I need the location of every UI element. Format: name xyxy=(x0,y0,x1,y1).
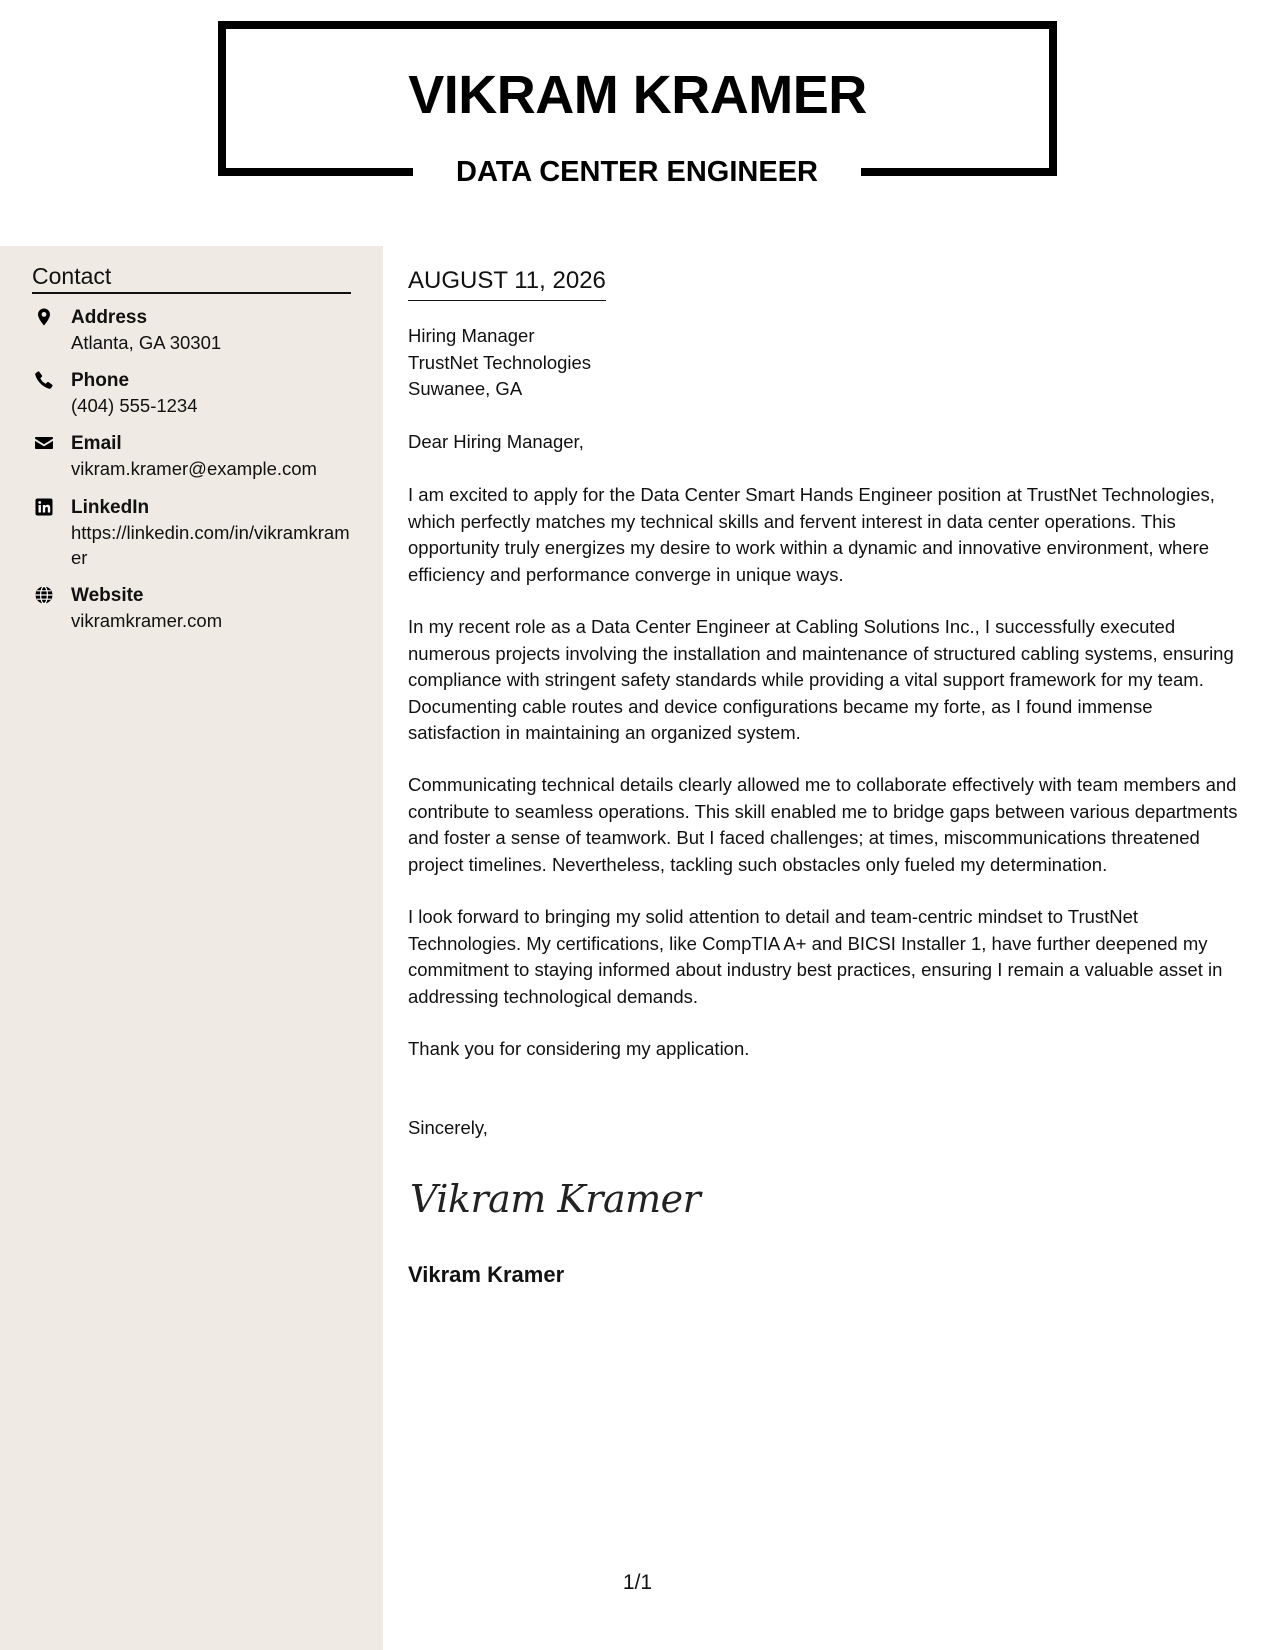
contact-value: vikramkramer.com xyxy=(71,610,223,631)
contact-value: Atlanta, GA 30301 xyxy=(71,332,222,353)
linkedin-icon xyxy=(34,497,54,517)
letter-paragraph: I am excited to apply for the Data Center Smart Hands Engineer position at TrustNet Technologies, which perfectly matches my technical skills and fervent interest in data center operations. This opportunity truly energizes my desire to work within a dynamic and innovative environment, where efficiency and performance converge in unique ways. xyxy=(408,484,1215,585)
closing: Sincerely, xyxy=(408,1117,488,1138)
handwritten-signature: Vikram Kramer xyxy=(410,1177,701,1221)
map-pin-icon xyxy=(34,307,54,327)
contact-value: https://linkedin.com/in/vikramkramer xyxy=(71,522,350,568)
recipient-location: Suwanee, GA xyxy=(408,378,523,399)
page-number: 1/1 xyxy=(622,1571,653,1594)
contact-value: vikram.kramer@example.com xyxy=(71,458,317,479)
recipient-company: TrustNet Technologies xyxy=(408,351,592,373)
phone-icon xyxy=(34,370,54,390)
envelope-icon xyxy=(34,433,54,453)
job-title: DATA CENTER ENGINEER xyxy=(413,148,861,196)
contact-label: LinkedIn xyxy=(71,497,150,518)
letter-paragraph: Communicating technical details clearly allowed me to collaborate effectively with team members and contribute to seamless operations. This skill enabled me to bridge gaps between various departments and foster a sense of teamwork. But I faced challenges; at times, miscommunications threatened project timelines. Nevertheless, tackling such obstacles only fueled my determination. xyxy=(408,774,1238,875)
letter-paragraph: Thank you for considering my application. xyxy=(408,1038,750,1059)
contact-value: (404) 555-1234 xyxy=(71,395,198,416)
letter-date: AUGUST 11, 2026 xyxy=(408,264,606,301)
contact-label: Website xyxy=(71,585,144,606)
contact-label: Phone xyxy=(71,370,130,391)
contact-label: Email xyxy=(71,433,122,454)
globe-icon xyxy=(34,585,54,605)
letter-paragraph: In my recent role as a Data Center Engineer at Cabling Solutions Inc., I successfully executed numerous projects involving the installation and maintenance of structured cabling systems, ensuring compliance with stringent safety standards while providing a vital support framework for my team. Documenting cable routes and device configurations became my forte, as I found immense satisfaction in maintaining an organized system. xyxy=(408,616,1234,743)
contact-heading: Contact xyxy=(32,262,351,294)
recipient-name: Hiring Manager xyxy=(408,325,535,346)
recipient-block xyxy=(408,323,591,403)
salutation: Dear Hiring Manager, xyxy=(408,431,584,452)
signature-name: Vikram Kramer xyxy=(408,1262,565,1287)
contact-label: Address xyxy=(71,307,148,328)
letter-paragraph: I look forward to bringing my solid attention to detail and team-centric mindset to TrustNet Technologies. My certifications, like CompTIA A+ and BICSI Installer 1, have further deepened my commitment to staying informed about industry best practices, ensuring I remain a valuable asset in addressing technological demands. xyxy=(408,906,1223,1007)
applicant-name: VIKRAM KRAMER xyxy=(408,65,867,125)
